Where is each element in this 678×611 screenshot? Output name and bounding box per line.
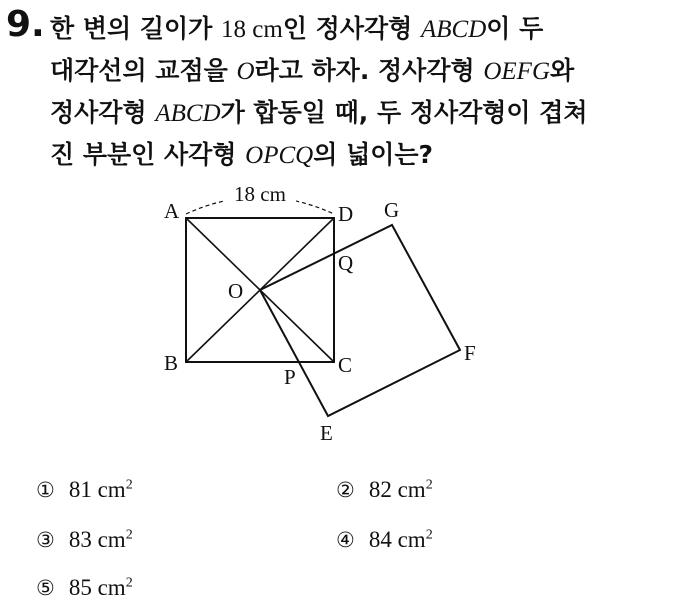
point-label-a: A [164,199,180,223]
square-name: ABCD [155,100,221,127]
question-line-1 [50,8,670,50]
text-segment: 대각선의 교점을 [50,56,237,85]
choice-4[interactable] [336,527,433,553]
choice-exponent: 2 [125,477,133,493]
text-segment: 이 두 [486,14,544,43]
choice-1[interactable] [36,477,133,503]
choice-exponent: 2 [425,527,433,543]
choice-2[interactable] [336,477,433,503]
text-segment: 와 [550,56,575,85]
point-label-p: P [284,365,296,389]
question-line-2 [50,50,670,92]
choice-marker: ⑤ [36,576,55,600]
choice-5[interactable] [36,575,133,601]
point-name: O [236,58,255,85]
choice-marker: ④ [336,528,355,552]
point-label-o: O [228,279,244,303]
question-number: 9. [6,4,45,45]
point-label-g: G [384,198,400,222]
quad-name: OPCQ [245,142,314,169]
choice-value: 82 cm [368,477,426,502]
point-label-d: D [338,202,354,226]
choice-marker: ① [36,478,55,502]
side-length-label: 18 cm [234,182,286,206]
square-name: OEFG [483,58,550,85]
choice-exponent: 2 [125,575,133,591]
point-label-q: Q [338,251,354,275]
choice-value: 85 cm [68,575,126,600]
choice-marker: ② [336,478,355,502]
question-line-3 [50,92,670,134]
square-name: ABCD [420,16,487,43]
side-length: 18 cm [221,16,283,43]
geometry-figure [150,170,510,450]
point-label-e: E [320,421,333,445]
choice-exponent: 2 [425,477,433,493]
text-segment: 의 넓이는? [313,140,434,169]
point-label-f: F [464,341,476,365]
choice-3[interactable] [36,527,133,553]
text-segment: 한 변의 길이가 [50,14,222,43]
text-segment: 가 합동일 때, 두 정사각형이 겹쳐 [220,98,588,127]
text-segment: 정사각형 [50,98,156,127]
point-label-c: C [338,353,353,377]
choice-value: 84 cm [368,527,426,552]
choice-value: 81 cm [68,477,126,502]
text-segment: 라고 하자. 정사각형 [254,56,484,85]
choice-value: 83 cm [68,527,126,552]
text-segment: 인 정사각형 [282,14,421,43]
choice-exponent: 2 [125,527,133,543]
text-segment: 진 부분인 사각형 [50,140,246,169]
question-text [50,8,670,176]
point-label-b: B [164,351,179,375]
choice-marker: ③ [36,528,55,552]
